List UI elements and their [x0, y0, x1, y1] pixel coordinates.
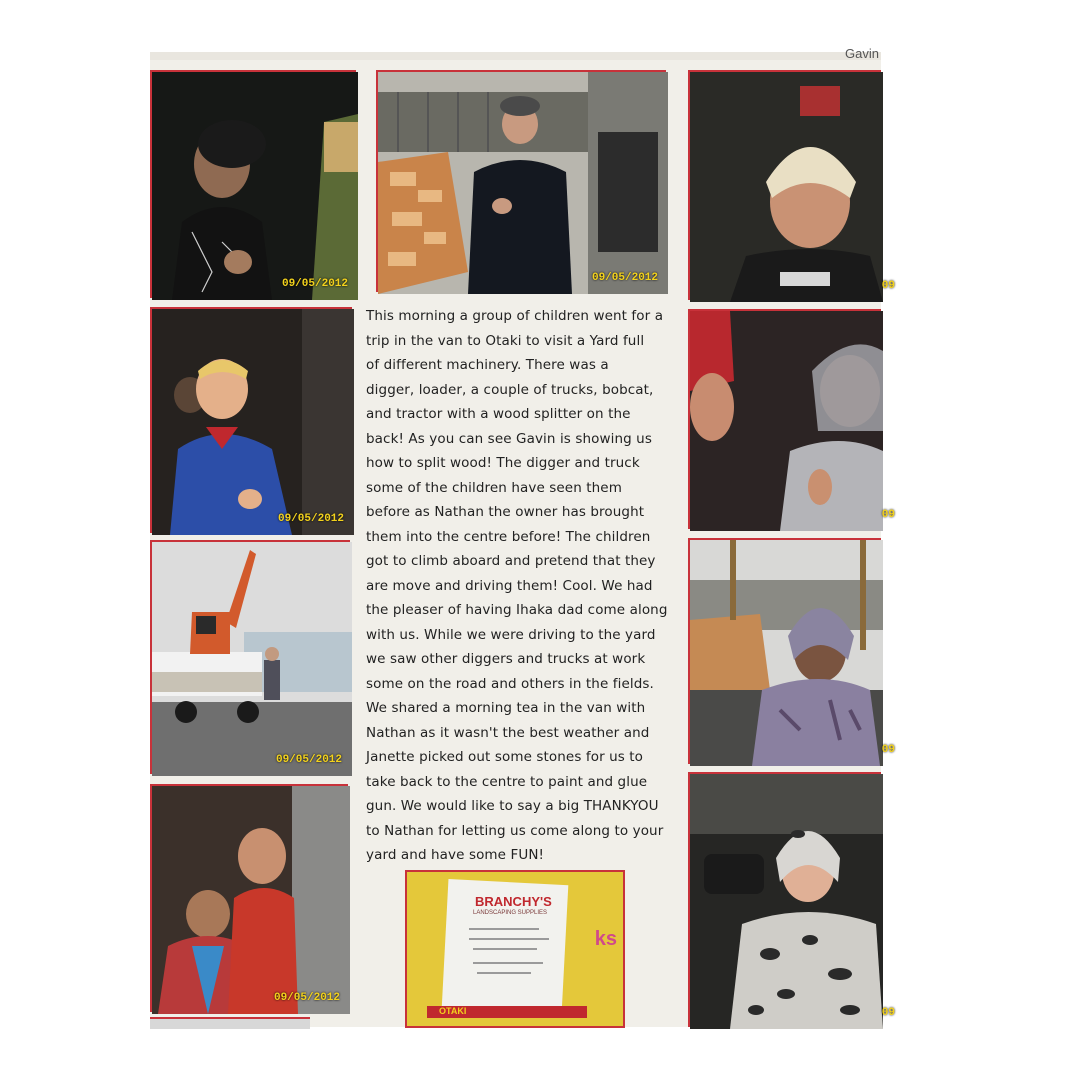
photo-boy-in-blue-raincoat-image	[152, 309, 354, 535]
corner-caption: Gavin	[845, 46, 879, 61]
story-line: yard and have some FUN!	[366, 847, 545, 863]
flyer-line	[473, 962, 543, 964]
story-line: how to split wood! The digger and truck	[366, 455, 640, 471]
story-line: to Nathan for letting us come along to your	[366, 822, 664, 839]
photo-orange-digger	[150, 540, 350, 774]
photo-orange-digger-image	[152, 542, 352, 776]
flyer-line	[473, 948, 537, 950]
photo-date: 09	[881, 1007, 895, 1019]
photo-two-children-red-jackets	[150, 784, 348, 1012]
flyer-line	[469, 928, 539, 930]
photo-child-near-wood-pile	[688, 538, 895, 764]
photo-boy-in-driver-seat	[150, 70, 356, 298]
photo-date: 09	[881, 744, 895, 756]
photo-boy-in-grey-hoodie-image	[690, 311, 883, 531]
story-line: take back to the centre to paint and glue	[366, 773, 648, 790]
flyer-banner-text: OTAKI	[439, 1006, 467, 1016]
photo-child-camo-image	[690, 774, 883, 1029]
flyer-line	[477, 972, 531, 974]
branchys-flyer-photo	[405, 870, 625, 1028]
photo-boy-in-beanie	[688, 70, 895, 300]
top-edge	[150, 52, 881, 60]
story-line: are move and driving them! Cool. We had	[366, 577, 653, 594]
story-line: got to climb aboard and pretend that they	[366, 553, 656, 569]
photo-boy-in-blue-raincoat	[150, 307, 352, 533]
photo-date: 09/05/2012	[273, 992, 340, 1004]
story-line: the pleaser of having Ihaka dad come along	[366, 602, 668, 618]
flyer-brand: BRANCHY'S	[475, 894, 552, 909]
photo-two-children-image	[152, 786, 350, 1014]
story-line: gun. We would like to say a big THANKYOU	[366, 798, 659, 814]
photo-boy-in-beanie-image	[690, 72, 883, 302]
story-line: with us. While we were driving to the yard	[366, 626, 656, 643]
photo-gavin-image	[378, 72, 668, 294]
flyer-banner	[427, 1006, 587, 1018]
photo-date: 09	[881, 509, 895, 521]
story-line: we saw other diggers and trucks at work	[366, 651, 646, 667]
story-line: digger, loader, a couple of trucks, bobcat,	[366, 381, 654, 398]
photo-child-camo-hoodie	[688, 772, 895, 1027]
story-line: trip in the van to Otaki to visit a Yard full	[366, 332, 645, 349]
photo-edge-cut	[150, 1017, 310, 1029]
photo-boy-in-grey-hoodie	[688, 309, 895, 529]
story-line: This morning a group of children went for a	[366, 308, 664, 324]
photo-date: 09/05/2012	[281, 278, 348, 290]
photo-date: 09/05/2012	[277, 513, 344, 525]
photo-date: 09/05/2012	[591, 272, 658, 284]
story-line: and tractor with a wood splitter on the	[366, 406, 631, 422]
photo-gavin-splitting-wood	[376, 70, 666, 292]
flyer-corner-text: ks	[594, 928, 617, 950]
story-line: Nathan as it wasn't the best weather and	[366, 724, 650, 741]
story-line: before as Nathan the owner has brought	[366, 504, 645, 520]
photo-date: 09	[881, 280, 895, 292]
story-line: some on the road and others in the fields.	[366, 675, 654, 692]
photo-date: 09/05/2012	[275, 754, 342, 766]
story-text	[366, 304, 686, 868]
flyer-line	[469, 938, 549, 940]
scrapbook-page	[150, 46, 895, 1027]
photo-boy-in-driver-seat-image	[152, 72, 358, 300]
story-line: them into the centre before! The children	[366, 528, 651, 545]
photo-child-wood-pile-image	[690, 540, 883, 766]
story-line: of different machinery. There was a	[366, 357, 609, 373]
flyer-subtitle: LANDSCAPING SUPPLIES	[473, 910, 548, 916]
story-line: Janette picked out some stones for us to	[366, 749, 644, 765]
story-line: We shared a morning tea in the van with	[366, 700, 646, 716]
story-line: some of the children have seen them	[366, 479, 622, 496]
story-line: back! As you can see Gavin is showing us	[366, 430, 652, 447]
